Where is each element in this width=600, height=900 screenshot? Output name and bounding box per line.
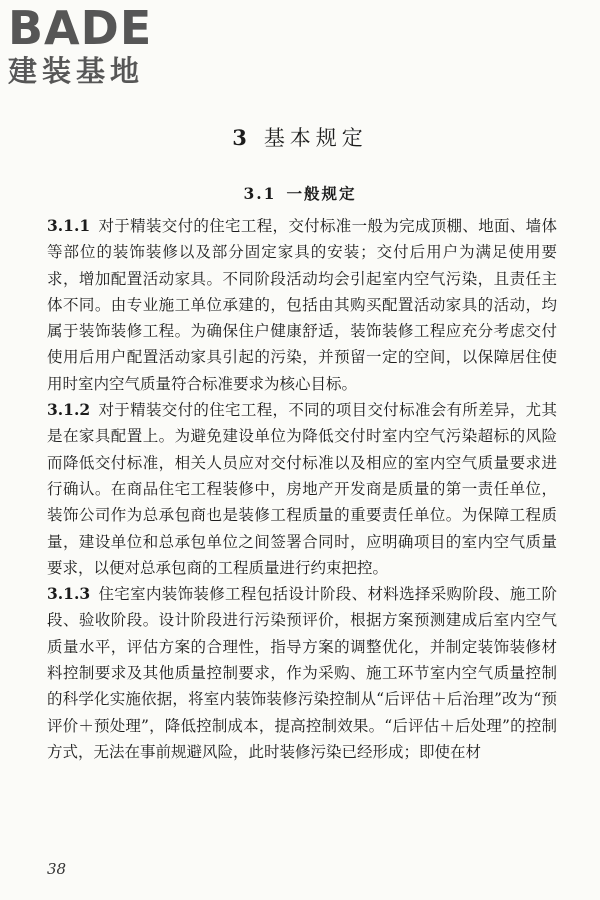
page-number: 38 [47, 860, 67, 878]
clause-text: 住宅室内装饰装修工程包括设计阶段、材料选择采购阶段、施工阶段、验收阶段。设计阶段进行污染预评价，根据方案预测建成后室内空气质量水平，评估方案的合理性，指导方案的调整优化，并制定装饰装修材料控制要求及其他质量控制要求，作为采购、施工环节室内空气质量控制的科学化实施依据，将室内装饰装修污染控制从“后评估＋后治理”改为“预评价＋预处理”，降低控制成本，提高控制效果。“后评估＋后处理”的控制方式，无法在事前规避风险，此时装修污染已经形成；即使在材 [47, 585, 557, 761]
clause-3-1-3 [47, 581, 557, 765]
clause-3-1-2 [47, 397, 557, 581]
clause-3-1-1 [47, 213, 557, 397]
chapter-title [0, 122, 600, 152]
clause-number: 3.1.2 [47, 400, 91, 420]
body-text [47, 213, 557, 765]
section-title [0, 182, 600, 204]
section-name: 一般规定 [286, 184, 357, 203]
chapter-number: 3 [232, 125, 252, 150]
section-number: 3.1 [243, 184, 277, 203]
clause-text: 对于精装交付的住宅工程，不同的项目交付标准会有所差异，尤其是在家具配置上。为避免建设单位为降低交付时室内空气污染超标的风险而降低交付标准，相关人员应对交付标准以及相应的室内空气质量要求进行确认。在商品住宅工程装修中，房地产开发商是质量的第一责任单位，装饰公司作为总承包商也是装修工程质量的重要责任单位。为保障工程质量，建设单位和总承包单位之间签署合同时，应明确项目的室内空气质量要求，以便对总承包商的工程质量进行约束把控。 [47, 401, 557, 577]
clause-text: 对于精装交付的住宅工程，交付标准一般为完成顶棚、地面、墙体等部位的装饰装修以及部分固定家具的安装；交付后用户为满足使用要求，增加配置活动家具。不同阶段活动均会引起室内空气污染，且责任主体不同。由专业施工单位承建的，包括由其购买配置活动家具的活动，均属于装饰装修工程。为确保住户健康舒适，装饰装修工程应充分考虑交付使用后用户配置活动家具引起的污染，并预留一定的空间，以保障居住使用时室内空气质量符合标准要求为核心目标。 [47, 217, 557, 393]
chapter-name: 基本规定 [263, 126, 368, 150]
site-logo [8, 1, 178, 94]
clause-number: 3.1.1 [47, 216, 91, 235]
logo-text-chinese: 建装基地 [8, 54, 145, 88]
clause-number: 3.1.3 [47, 584, 91, 604]
logo-text-bade: BADE [8, 1, 153, 55]
